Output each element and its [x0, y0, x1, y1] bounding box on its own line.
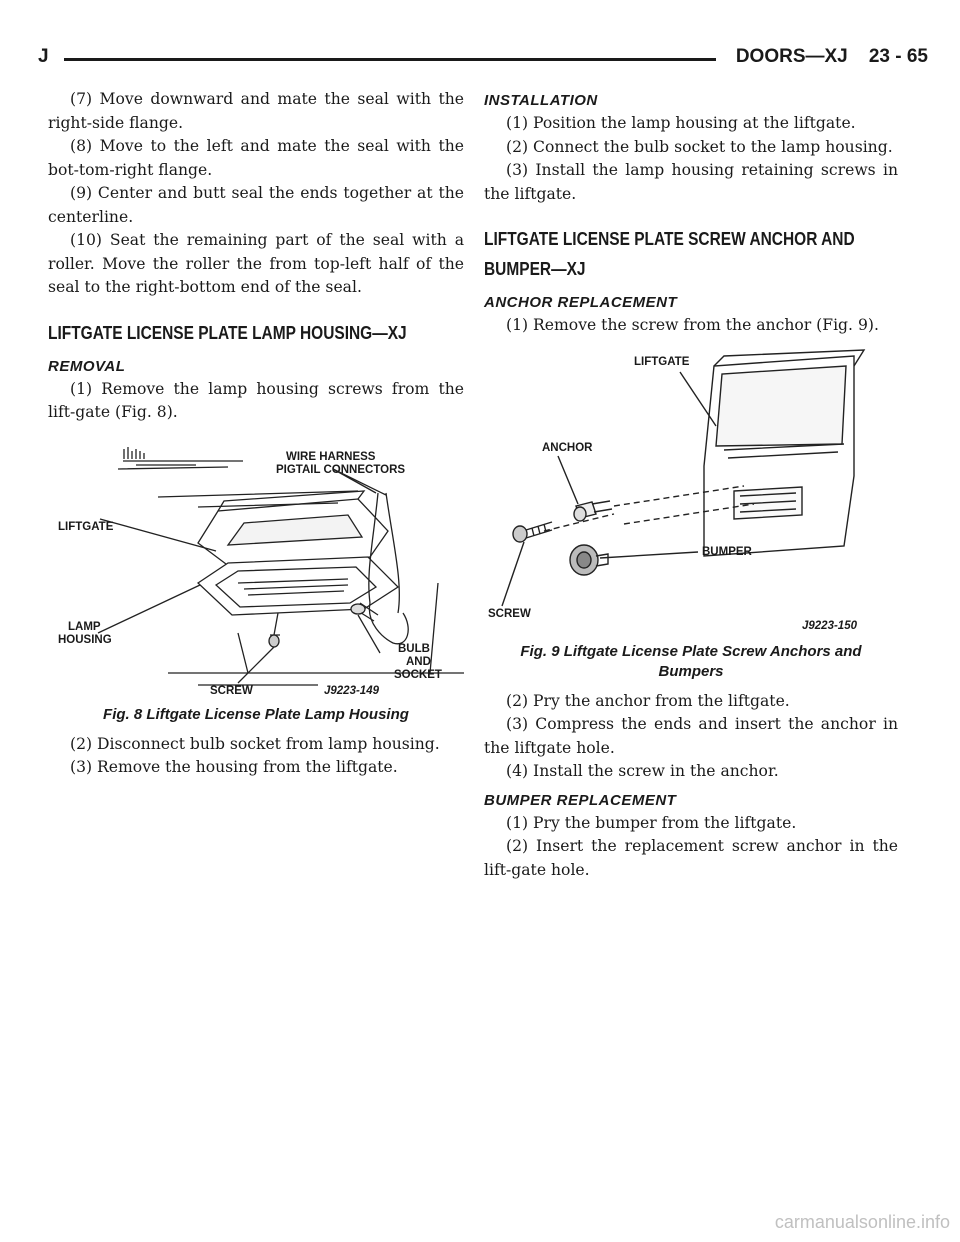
- step-8: (8) Move to the left and mate the seal with the bot-tom-right flange.: [48, 137, 464, 179]
- fig8-label-bulb-2: AND: [406, 655, 431, 668]
- fig8-label-wire-harness-1: WIRE HARNESS: [286, 450, 376, 463]
- removal-heading: REMOVAL: [48, 357, 126, 375]
- figure-8: [48, 433, 464, 701]
- installation-step-3: (3) Install the lamp housing retaining screws in the liftgate.: [484, 161, 898, 203]
- anchor-step-4: (4) Install the screw in the anchor.: [506, 762, 779, 780]
- fig8-label-bulb-3: SOCKET: [394, 668, 442, 681]
- fig9-label-code: J9223-150: [802, 619, 857, 632]
- installation-step-2: (2) Connect the bulb socket to the lamp housing.: [506, 137, 893, 156]
- figure-9: [484, 346, 898, 636]
- step-10: (10) Seat the remaining part of the seal with a roller. Move the roller the from top-left half of the seal to the right-bottom end of the seal.: [48, 231, 464, 296]
- page-header: [38, 46, 928, 72]
- fig9-label-anchor: ANCHOR: [542, 441, 593, 454]
- anchor-step-3: (3) Compress the ends and insert the anchor in the liftgate hole.: [484, 715, 898, 757]
- right-column: [484, 88, 898, 882]
- fig9-caption-1: Fig. 9 Liftgate License Plate Screw Anchors and: [520, 642, 862, 660]
- fig9-label-bumper: BUMPER: [702, 545, 752, 558]
- anchor-replacement-heading: ANCHOR REPLACEMENT: [484, 294, 678, 311]
- bumper-step-2: (2) Insert the replacement screw anchor in the lift-gate hole.: [484, 837, 898, 879]
- fig8-caption: Fig. 8 Liftgate License Plate Lamp Housing: [103, 705, 409, 723]
- header-letter: J: [38, 46, 49, 67]
- fig8-label-lamp-1: LAMP: [68, 620, 101, 633]
- section-title-anchor-1: LIFTGATE LICENSE PLATE SCREW ANCHOR AND: [484, 229, 855, 249]
- left-column: [48, 88, 464, 780]
- anchor-step-2: (2) Pry the anchor from the liftgate.: [506, 691, 790, 710]
- fig8-label-code: J9223-149: [324, 684, 379, 697]
- fig9-label-liftgate: LIFTGATE: [634, 355, 690, 368]
- installation-step-1: (1) Position the lamp housing at the liftgate.: [506, 114, 856, 132]
- anchor-step-1: (1) Remove the screw from the anchor (Fig. 9).: [506, 316, 879, 334]
- removal-step-3: (3) Remove the housing from the liftgate.: [70, 758, 398, 776]
- header-section-page: DOORS—XJ 23 - 65: [735, 46, 928, 67]
- removal-step-2: (2) Disconnect bulb socket from lamp housing.: [70, 734, 440, 753]
- installation-heading: INSTALLATION: [484, 92, 598, 109]
- bumper-step-1: (1) Pry the bumper from the liftgate.: [506, 813, 797, 832]
- removal-step-1: (1) Remove the lamp housing screws from the lift-gate (Fig. 8).: [48, 379, 464, 421]
- step-7: (7) Move downward and mate the seal with the right-side flange.: [48, 90, 464, 132]
- watermark: carmanualsonline.info: [774, 1212, 950, 1232]
- bumper-replacement-heading: BUMPER REPLACEMENT: [484, 791, 677, 809]
- fig9-caption-2: Bumpers: [658, 662, 724, 680]
- fig8-label-wire-harness-2: PIGTAIL CONNECTORS: [276, 463, 406, 476]
- fig9-label-screw: SCREW: [488, 607, 531, 620]
- fig8-label-bulb-1: BULB: [398, 642, 430, 655]
- section-title-lamp-housing: LIFTGATE LICENSE PLATE LAMP HOUSING—XJ: [48, 322, 407, 343]
- section-title-anchor-2: BUMPER—XJ: [484, 259, 586, 279]
- header-rule: [64, 58, 716, 61]
- screw-anchor-illustration: [484, 346, 898, 636]
- step-9: (9) Center and butt seal the ends together at the centerline.: [48, 184, 464, 226]
- fig8-label-screw: SCREW: [210, 684, 253, 697]
- fig8-label-liftgate: LIFTGATE: [58, 520, 114, 533]
- fig8-label-lamp-2: HOUSING: [58, 633, 112, 646]
